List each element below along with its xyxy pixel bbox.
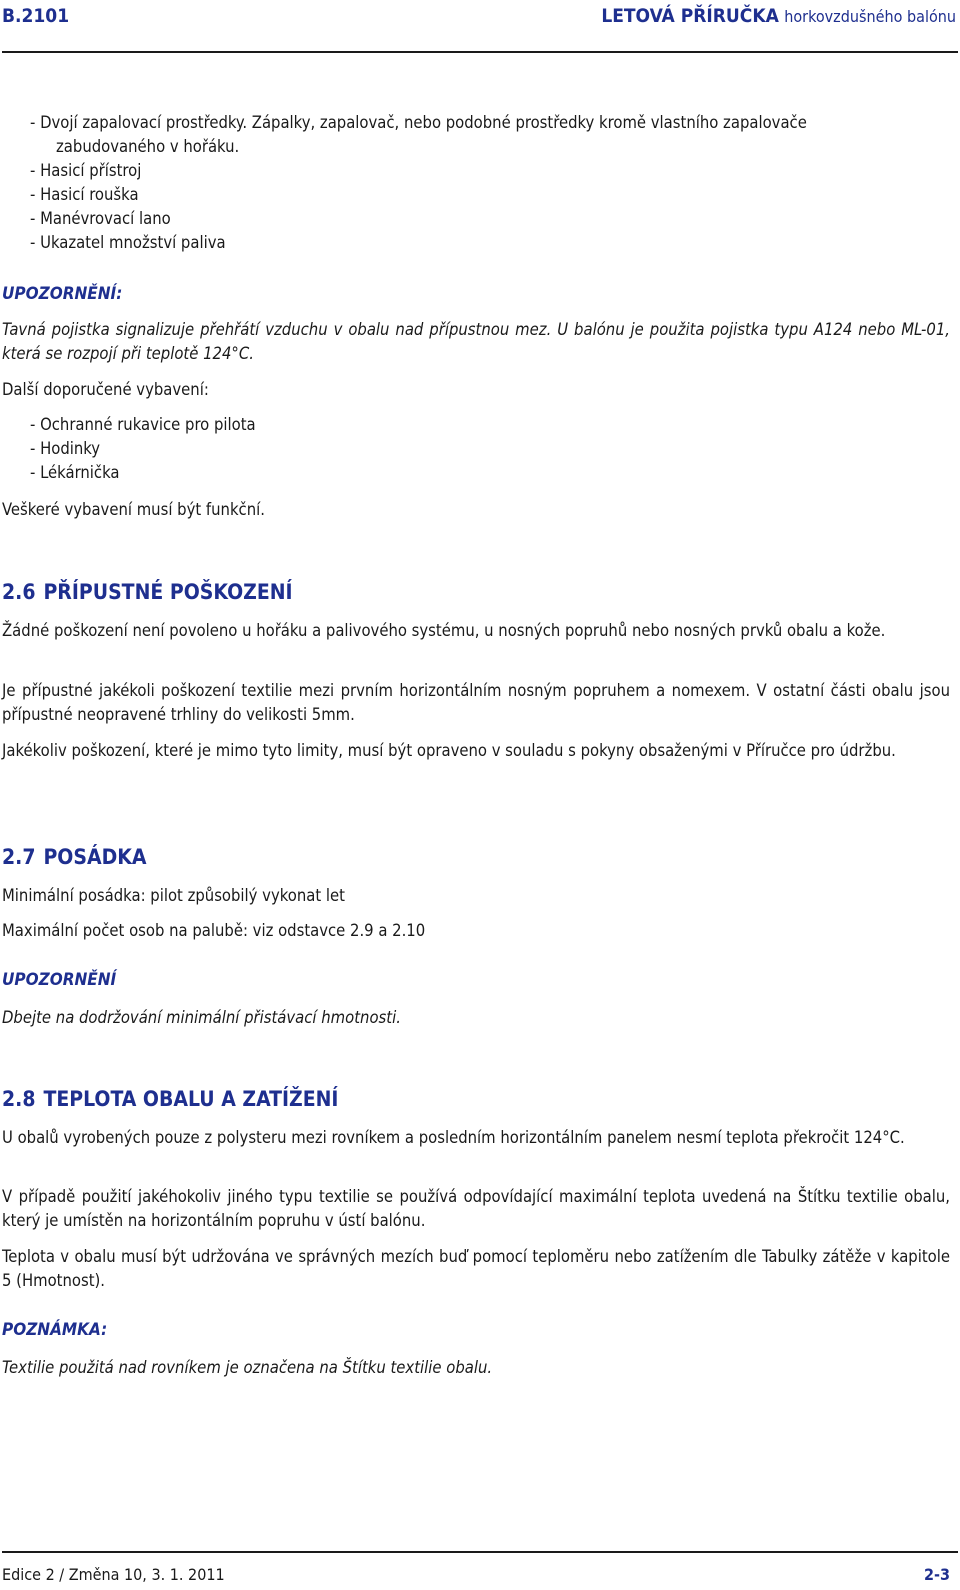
manual-title [601,5,956,27]
note-text: Textilie použitá nad rovníkem je označena na Štítku textilie obalu. [2,1358,493,1377]
recommended-intro: Další doporučené vybavení: [2,380,209,399]
minimum-crew: Minimální posádka: pilot způsobilý vykonat let [2,886,345,905]
warning-text: Tavná pojistka signalizuje přehřátí vzduchu v obalu nad přípustnou mez. U balónu je použita pojistka typu A124 nebo ML-01, která se rozpojí při teplotě 124°C. [2,320,950,363]
warning-title: UPOZORNĚNÍ: [2,284,123,304]
header-rule [2,51,958,53]
section-title: TEPLOTA OBALU A ZATÍŽENÍ [43,1087,339,1111]
note-title: POZNÁMKA: [2,1320,108,1340]
page-number: 2-3 [923,1565,950,1584]
document-code: B.2101 [2,5,70,27]
paragraph: Žádné poškození není povoleno u hořáku a palivového systému, u nosných popruhů nebo nosných prvků obalu a kože. [2,621,886,640]
paragraph: Je přípustné jakékoli poškození textilie mezi prvním horizontálním nosným popruhem a nomexem. V ostatní části obalu jsou přípustné neopravené trhliny do velikosti 5mm. [2,681,950,724]
section-number: 2.8 [2,1087,36,1111]
section-title: PŘÍPUSTNÉ POŠKOZENÍ [43,580,293,604]
section-title: POSÁDKA [43,845,147,869]
section-heading-2-6 [2,580,293,604]
equipment-item: - Manévrovací lano [30,209,171,228]
recommended-item: - Lékárnička [30,463,120,482]
equipment-item: - Hasicí přístroj [30,161,142,180]
paragraph: Teplota v obalu musí být udržována ve správných mezích buď pomocí teploměru nebo zatížením dle Tabulky zátěže v kapitole 5 (Hmotnost). [2,1247,950,1290]
page-header [0,0,960,54]
equipment-item: - Ukazatel množství paliva [30,233,226,252]
manual-title-sub: horkovzdušného balónu [784,7,956,26]
paragraph: Jakékoliv poškození, které je mimo tyto limity, musí být opraveno v souladu s pokyny obsaženými v Příručce pro údržbu. [2,741,896,760]
warning-text: Dbejte na dodržování minimální přistávací hmotnosti. [2,1008,401,1027]
recommended-item: - Ochranné rukavice pro pilota [30,415,256,434]
maximum-persons: Maximální počet osob na palubě: viz odstavce 2.9 a 2.10 [2,921,426,940]
paragraph: V případě použití jakéhokoliv jiného typu textilie se používá odpovídající maximální teplota uvedená na Štítku textilie obalu, který je umístěn na horizontálním popruhu v ústí balónu. [2,1187,950,1230]
paragraph: U obalů vyrobených pouze z polysteru mezi rovníkem a posledním horizontálním panelem nesmí teplota překročit 124°C. [2,1128,905,1147]
equipment-item-continued: zabudovaného v hořáku. [56,137,240,156]
equipment-item: - Dvojí zapalovací prostředky. Zápalky, zapalovač, nebo podobné prostředky kromě vlastního zapalovače [30,113,807,132]
section-heading-2-7 [2,845,147,869]
manual-title-main: LETOVÁ PŘÍRUČKA [601,5,779,27]
section-number: 2.7 [2,845,36,869]
equipment-item: - Hasicí rouška [30,185,139,204]
section-heading-2-8 [2,1087,338,1111]
recommended-closing: Veškeré vybavení musí být funkční. [2,500,265,519]
section-number: 2.6 [2,580,36,604]
footer-rule [2,1551,958,1553]
warning-title: UPOZORNĚNÍ [2,970,117,990]
edition-info: Edice 2 / Změna 10, 3. 1. 2011 [2,1565,225,1584]
recommended-item: - Hodinky [30,439,101,458]
